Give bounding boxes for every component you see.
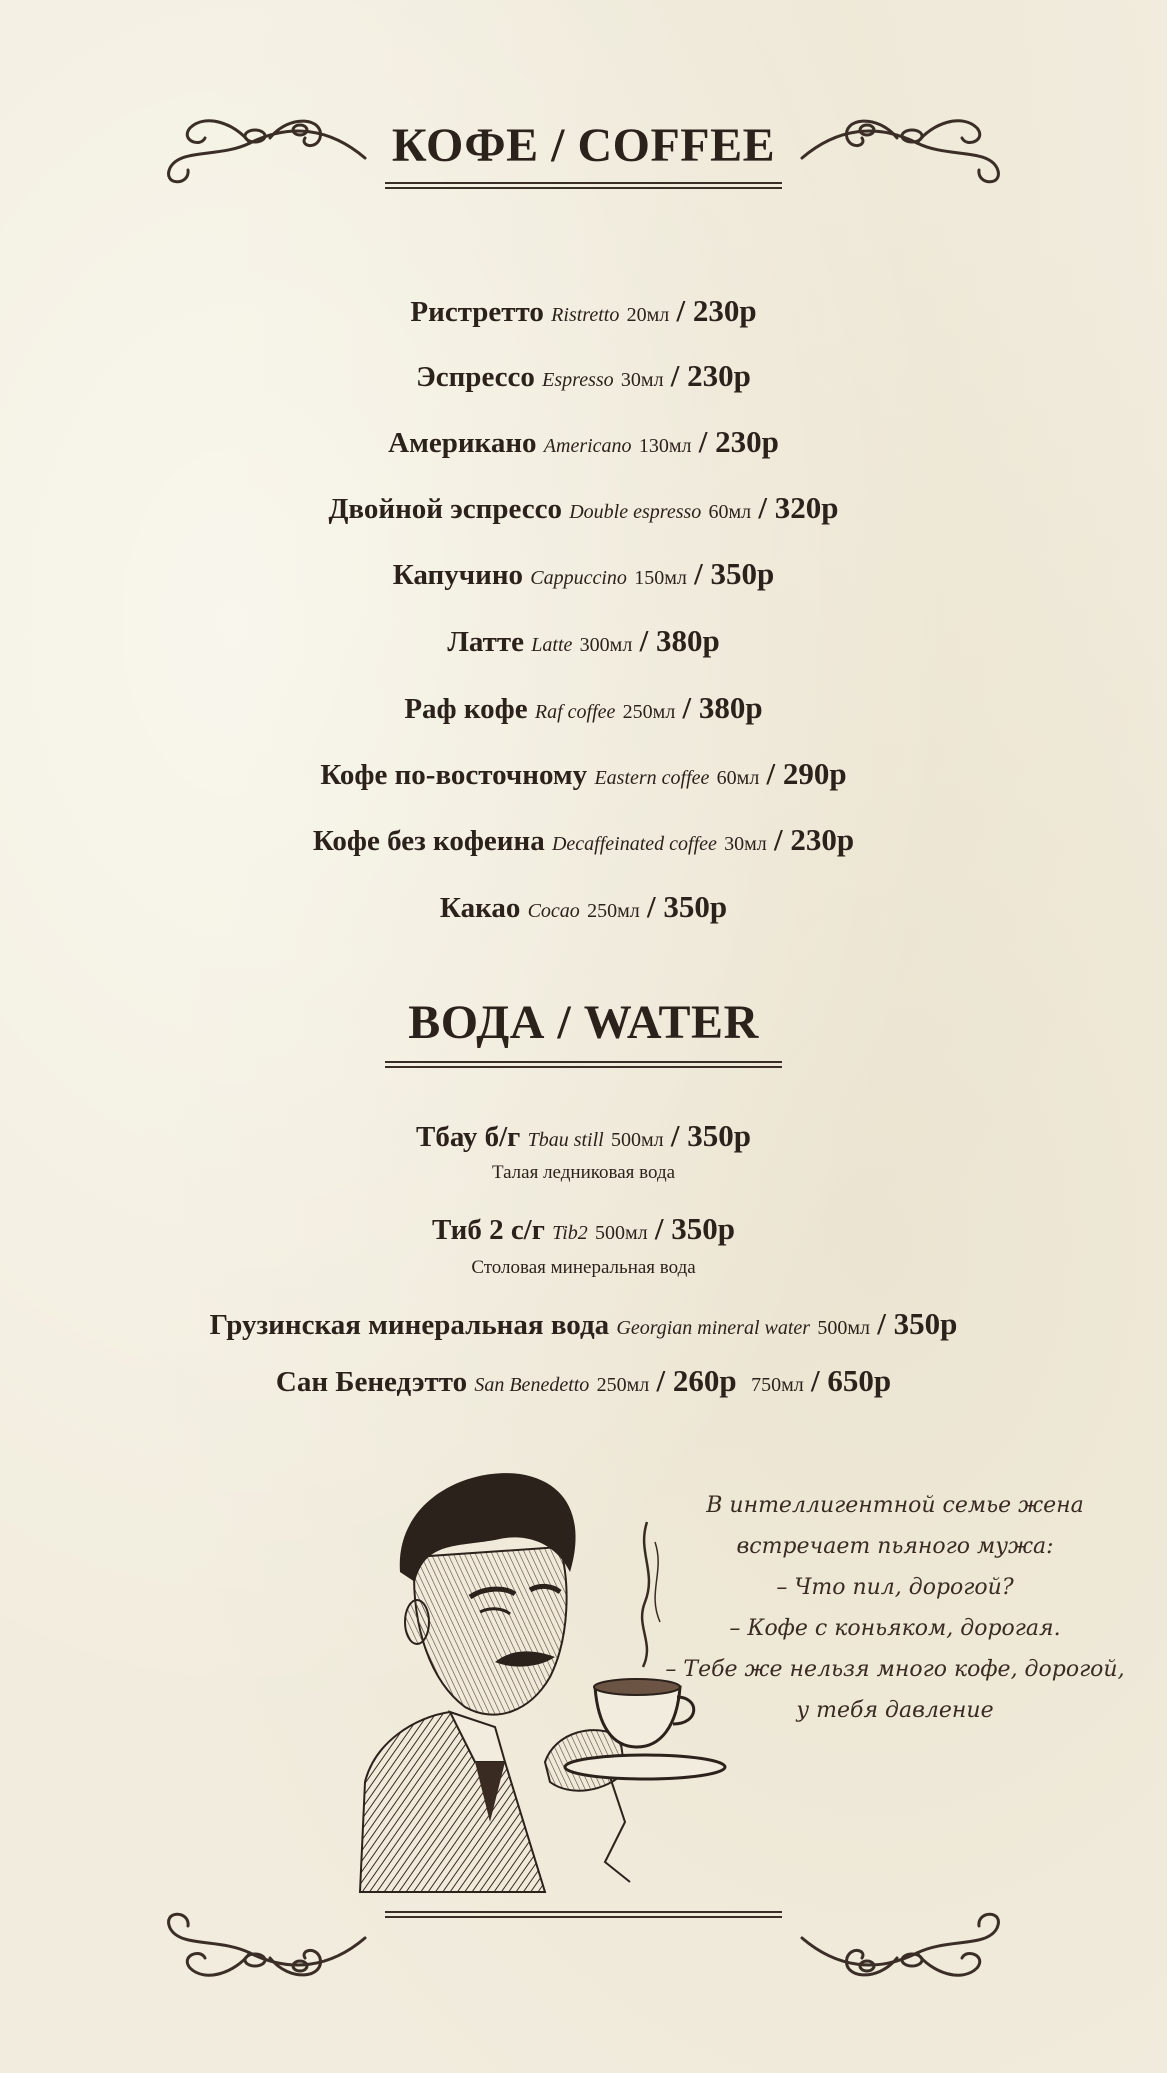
item-name-ru: Эспрессо [416, 361, 535, 393]
item-price: 350р [893, 1306, 958, 1341]
coffee-title-rule [385, 182, 782, 189]
item-volume: 30мл [620, 369, 664, 391]
item-volume: 300мл [579, 634, 633, 656]
item-name-en: San Benedetto [474, 1374, 590, 1396]
item-name-en: Americano [543, 435, 632, 457]
item-price: 350р [710, 556, 775, 591]
item-volume: 500мл [595, 1222, 648, 1244]
item-name-en: Eastern coffee [594, 767, 710, 789]
item-volume: 60мл [708, 501, 752, 523]
joke-line: В интеллигентной семье жена [706, 1493, 1084, 1518]
joke-line: – Кофе с коньяком, дорогая. [729, 1616, 1061, 1641]
ornament-bottom-right [797, 1908, 1027, 1988]
item-name-ru: Двойной эспрессо [328, 493, 562, 525]
menu-item-georgian-water: Грузинская минеральная вода Georgian mineral water 500мл / 350р [209, 1306, 958, 1341]
item-name-en: Cocao [527, 900, 580, 922]
item-name-ru: Кофе без кофеина [312, 825, 545, 857]
item-name-en: Tbau still [527, 1129, 604, 1151]
coffee-section-title: КОФЕ / COFFEE [391, 119, 776, 172]
item-name-ru: Какао [439, 892, 521, 924]
menu-item-cappuccino: Капучино Cappuccino 150мл / 350р [392, 556, 775, 591]
item-name-en: Ristretto [551, 304, 620, 326]
menu-item-decaf-coffee: Кофе без кофеина Decaffeinated coffee 30мл / 230р [312, 822, 855, 857]
joke-line: встречает пьяного мужа: [736, 1534, 1054, 1559]
item-volume: 250мл [587, 900, 640, 922]
item-price: 380р [698, 690, 763, 725]
item-name-en: Raf coffee [534, 701, 616, 723]
item-name-en: Cappuccino [530, 567, 627, 589]
menu-item-eastern-coffee: Кофе по-восточному Eastern coffee 60мл / 290р [320, 756, 847, 791]
item-name-en: Decaffeinated coffee [551, 833, 717, 855]
item-price: 230р [715, 424, 779, 459]
menu-item-latte: Латте Latte 300мл / 380р [447, 623, 720, 658]
item-volume: 30мл [724, 833, 767, 855]
item-note: Талая ледниковая вода [491, 1162, 676, 1183]
item-name-ru: Тиб 2 с/г [431, 1214, 545, 1246]
menu-item-raf-coffee: Раф кофе Raf coffee 250мл / 380р [404, 690, 763, 725]
item-price: 350р [687, 1118, 751, 1153]
menu-item-americano: Американо Americano 130мл / 230р [388, 424, 779, 459]
item-price: 290р [782, 756, 847, 791]
item-volume-2: 750мл [751, 1374, 804, 1396]
menu-item-ristretto: Ристретто Ristretto 20мл / 230р [410, 293, 757, 328]
item-price: 350р [671, 1211, 736, 1246]
item-name-ru: Кофе по-восточному [320, 759, 588, 791]
menu-item-cocoa: Какао Cocao 250мл / 350р [439, 889, 728, 924]
item-volume: 150мл [634, 567, 687, 589]
item-name-en: Latte [531, 634, 573, 656]
item-volume: 20мл [626, 304, 670, 326]
menu-item-double-espresso: Двойной эспрессо Double espresso 60мл / 320р [328, 490, 839, 525]
water-title-rule [385, 1061, 782, 1068]
item-price-2: 650р [827, 1363, 892, 1398]
item-volume: 500мл [817, 1317, 870, 1339]
item-name-ru: Латте [447, 626, 525, 658]
menu-item-espresso: Эспрессо Espresso 30мл / 230р [416, 358, 751, 393]
item-name-en: Espresso [542, 369, 614, 391]
joke-line: – Тебе же нельзя много кофе, дорогой, [665, 1657, 1125, 1682]
item-price: 230р [692, 293, 757, 328]
item-name-ru: Сан Бенедэтто [275, 1366, 468, 1398]
item-price: 320р [774, 490, 839, 525]
item-name-ru: Тбау б/г [415, 1121, 521, 1153]
bottom-rule [385, 1911, 782, 1918]
joke-line: – Что пил, дорогой? [776, 1575, 1014, 1600]
item-volume: 250мл [596, 1374, 650, 1396]
water-section-title: ВОДА / WATER [408, 996, 759, 1049]
item-name-ru: Грузинская минеральная вода [209, 1309, 610, 1341]
menu-item-tib2: Тиб 2 с/г Tib2 500мл / 350р [431, 1211, 736, 1246]
item-price: 380р [655, 623, 720, 658]
item-name-en: Georgian mineral water [616, 1317, 811, 1339]
item-volume: 500мл [610, 1129, 664, 1151]
joke-line: у тебя давление [796, 1698, 994, 1723]
joke-block [660, 1485, 1130, 1731]
item-name-en: Tib2 [552, 1222, 588, 1244]
item-name-ru: Американо [388, 427, 537, 459]
item-price: 230р [790, 822, 855, 857]
menu-item-tbau: Тбау б/г Tbau still 500мл / 350р [415, 1118, 751, 1153]
item-price: 260р [672, 1363, 737, 1398]
ornament-bottom-left [140, 1908, 370, 1988]
item-volume: 130мл [638, 435, 692, 457]
item-price: 230р [687, 358, 751, 393]
item-name-en: Double espresso [569, 501, 702, 523]
item-price: 350р [663, 889, 728, 924]
item-name-ru: Капучино [392, 559, 524, 591]
item-volume: 60мл [716, 767, 760, 789]
item-volume: 250мл [622, 701, 676, 723]
menu-item-san-benedetto: Сан Бенедэтто San Benedetto 250мл / 260р 750мл / 650р [275, 1363, 892, 1398]
item-name-ru: Ристретто [410, 296, 544, 328]
item-name-ru: Раф кофе [404, 693, 528, 725]
item-note: Столовая минеральная вода [471, 1257, 696, 1278]
